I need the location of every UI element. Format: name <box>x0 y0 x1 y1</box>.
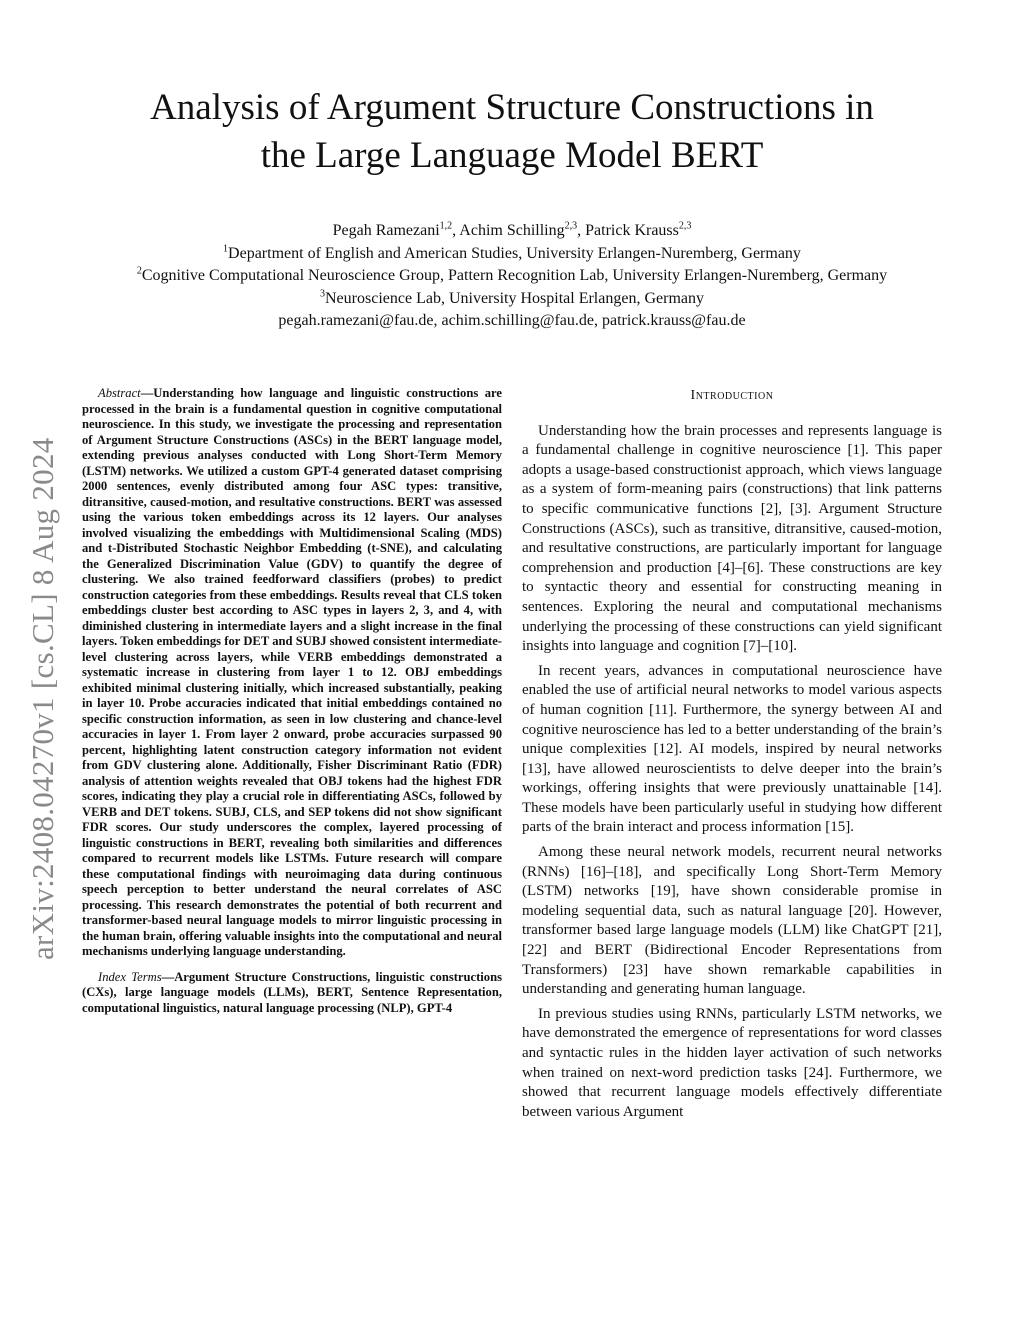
author-affil-marker: 2,3 <box>564 220 578 232</box>
author-block <box>40 220 984 333</box>
paper-title <box>90 84 934 180</box>
author-affil-marker: 1,2 <box>439 220 453 232</box>
author-name: Patrick Krauss <box>585 222 679 239</box>
index-terms-label: Index Terms <box>98 969 162 984</box>
intro-paragraph-3: Among these neural network models, recurrent neural networks (RNNs) [16]–[18], and specifically Long Short-Term Memory (LSTM) networks [19], have shown considerable promise in modeling sequential data, such as natural language [20]. However, transformer based large language models (LLM) like ChatGPT [21], [22] and BERT (Bidirectional Encoder Representations from Transformers) [23] have shown remarkable capabilities in understanding and generating human language. <box>522 844 942 998</box>
title-line-1: Analysis of Argument Structure Constructions in <box>150 87 874 128</box>
affiliation-2: $^2$Cognitive Computational Neuroscience Group, Pattern Recognition Lab, University Erlangen-Nuremberg, Germany <box>136 265 888 284</box>
section-heading-introduction: Introduction <box>690 388 774 403</box>
abstract-text: —Understanding how language and linguistic constructions are processed in the brain is a fundamental question in cognitive computational neuroscience. In this study, we investigate the processing and representation of Argument Structure Constructions (ASCs) in the BERT language model, extending previous analyses conducted with Long Short-Term Memory (LSTM) networks. We utilized a custom GPT-4 generated dataset comprising 2000 sentences, evenly distributed among four ASC types: transitive, ditransitive, caused-motion, and resultative constructions. BERT was assessed using the various token embeddings across its 12 layers. Our analyses involved visualizing the embeddings with Multidimensional Scaling (MDS) and t-Distributed Stochastic Neighbor Embedding (t-SNE), and calculating the Generalized Discrimination Value (GDV) to quantify the degree of clustering. We also trained feedforward classifiers (probes) to predict construction categories from these embeddings. Results reveal that CLS token embeddings cluster best according to ASC types in layers 2, 3, and 4, with diminished clustering in intermediate layers and a slight increase in the final layers. Token embeddings for DET and SUBJ showed consistent intermediate-level clustering across layers, while VERB embeddings demonstrated a systematic increase in clustering from layer 1 to 12. OBJ embeddings exhibited minimal clustering initially, which increased substantially, peaking in layer 10. Probe accuracies indicated that initial embeddings contained no specific construction information, as seen in low clustering and chance-level accuracies in layer 1. From layer 2 onward, probe accuracies surpassed 90 percent, highlighting latent construction category information not evident from GDV clustering alone. Additionally, Fisher Discriminant Ratio (FDR) analysis of attention weights revealed that OBJ tokens had the highest FDR scores, indicating they play a crucial role in differentiating ASCs, followed by VERB and DET tokens. SUBJ, CLS, and SEP tokens did not show significant FDR scores. Our study underscores the complex, layered processing of linguistic constructions in BERT, revealing both similarities and differences compared to recurrent models like LSTMs. Future research will compare these computational findings with neuroimaging data during continuous speech perception to better understand the neural correlates of ASC processing. This research demonstrates the potential of both recurrent and transformer-based neural language models to mirror linguistic processing in the human brain, offering valuable insights into the computational and neural mechanisms underlying language understanding. <box>82 386 502 958</box>
author-name: Achim Schilling <box>459 222 565 239</box>
abstract-label: Abstract <box>98 386 141 400</box>
index-terms <box>82 970 502 1017</box>
title-line-2: the Large Language Model BERT <box>260 135 764 176</box>
affiliation-3: $^3$Neuroscience Lab, University Hospital Erlangen, Germany <box>320 288 704 307</box>
author-emails[interactable]: pegah.ramezani@fau.de, achim.schilling@fau.de, patrick.krauss@fau.de <box>278 312 746 329</box>
index-terms-text: —Argument Structure Constructions, linguistic constructions (CXs), large language models (LLMs), BERT, Sentence Representation, computational linguistics, natural language processing (NLP), GPT-4 <box>82 969 502 1015</box>
arxiv-stamp: arXiv:2408.04270v1 [cs.CL] 8 Aug 2024 <box>25 437 60 960</box>
introduction-column <box>522 386 942 1127</box>
intro-paragraph-1: Understanding how the brain processes and represents language is a fundamental challenge in cognitive neuroscience [1]. This paper adopts a usage-based constructionist approach, which views language as a system of form-meaning pairs (constructions) that link patterns to specific communicative functions [2], [3]. Argument Structure Constructions (ASCs), such as transitive, ditransitive, caused-motion, and resultative constructions, are particularly important for language comprehension and production [4]–[6]. These constructions are key to syntactic theory and essential for constructing meaning in sentences. Exploring the neural and computational mechanisms underlying the processing of these constructions can yield significant insights into language and cognition [7]–[10]. <box>522 422 942 655</box>
affiliation-1: $^1$Department of English and American Studies, University Erlangen-Nuremberg, Germany <box>223 243 801 262</box>
abstract-column <box>82 386 502 1016</box>
author-names: Pegah Ramezani$^{1,2}$, Achim Schilling$^{2,3}$, Patrick Krauss$^{2,3}$ <box>332 220 692 239</box>
intro-paragraph-2: In recent years, advances in computational neuroscience have enabled the use of artificial neural networks to model various aspects of human cognition [11]. Furthermore, the synergy between AI and cognitive neuroscience has led to a better understanding of the brain’s unique complexities [12]. AI models, inspired by neural networks [13], have allowed neuroscientists to delve deeper into the brain’s workings, offering insights that were previously unattainable [14]. These models have been particularly useful in studying how different parts of the brain interact and process information [15]. <box>522 662 942 836</box>
author-name: Pegah Ramezani <box>332 222 440 239</box>
intro-paragraph-4: In previous studies using RNNs, particularly LSTM networks, we have demonstrated the emergence of representations for word classes and syntactic rules in the hidden layer activation of such networks when trained on next-word prediction tasks [24]. Furthermore, we showed that recurrent language models effectively differentiate between various Argument <box>522 1005 942 1120</box>
abstract <box>82 386 502 960</box>
author-affil-marker: 2,3 <box>678 220 692 232</box>
